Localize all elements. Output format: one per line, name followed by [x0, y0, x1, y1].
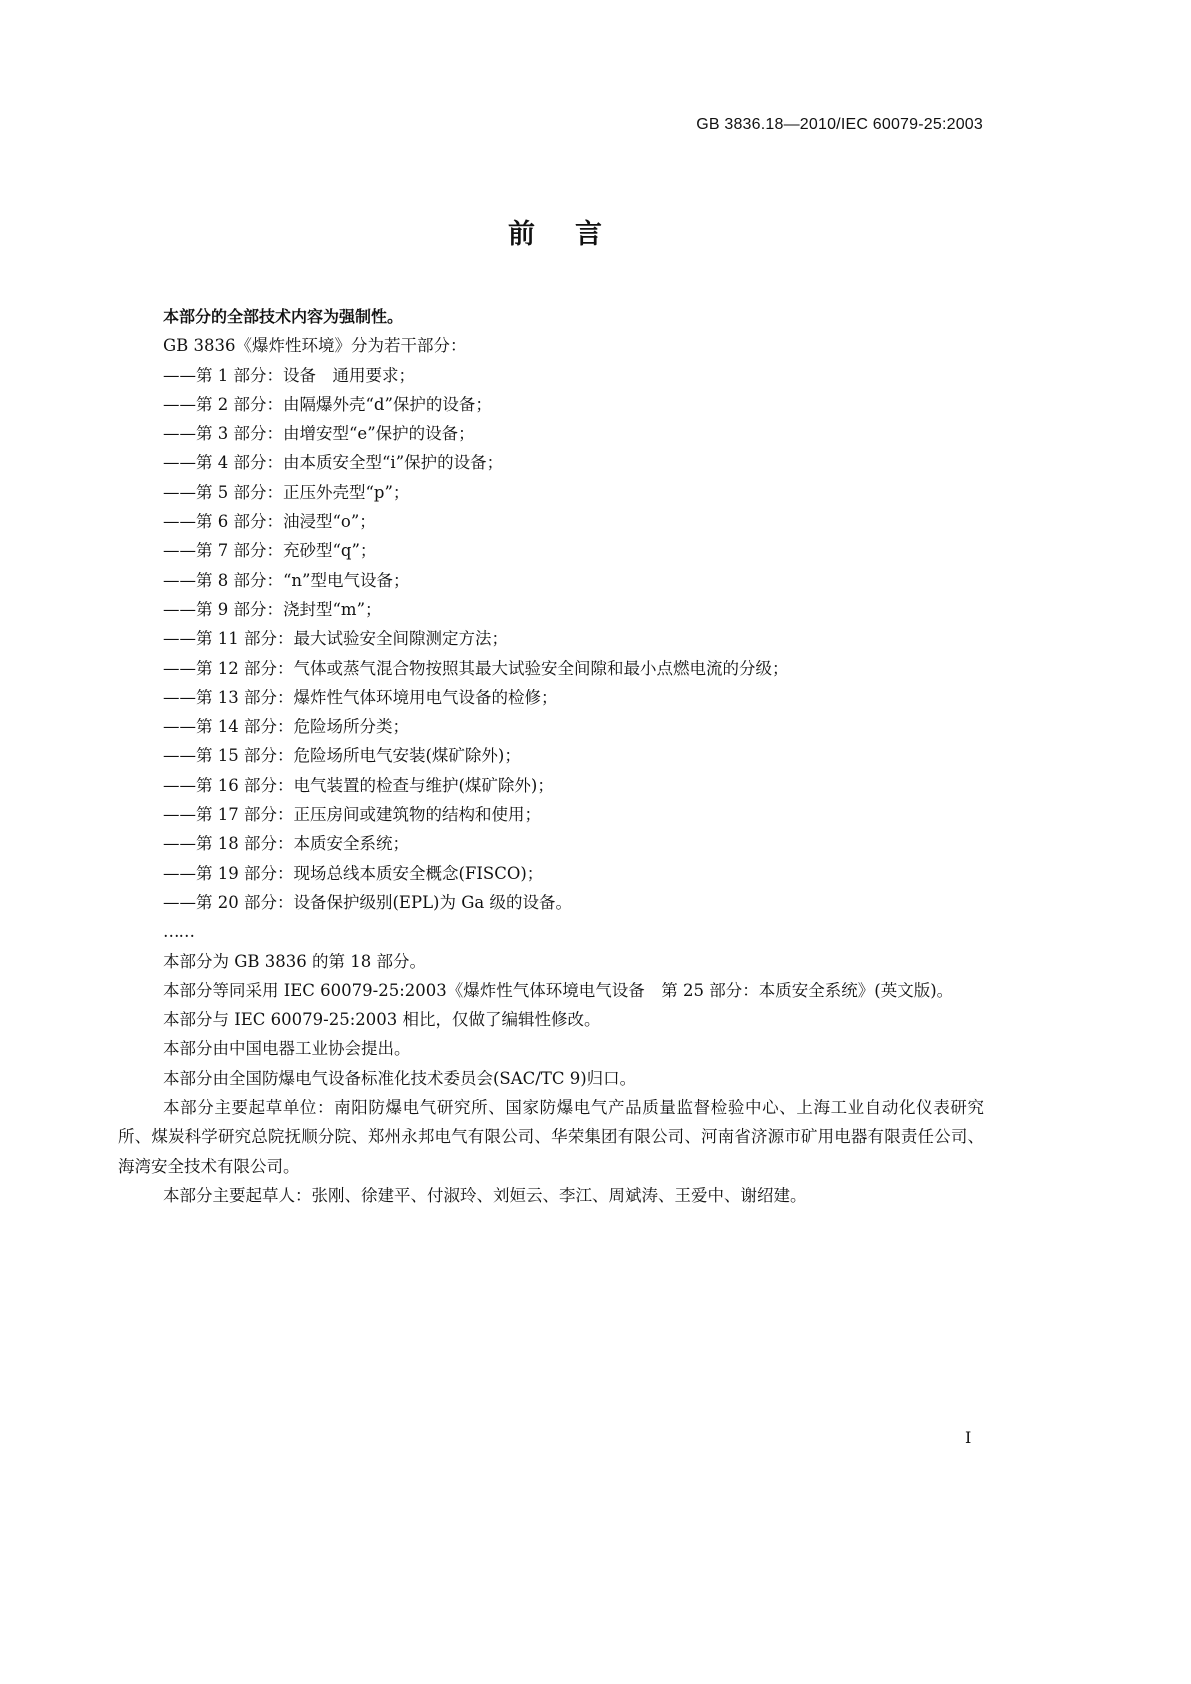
standard-code-header: GB 3836.18—2010/IEC 60079-25:2003 [696, 116, 983, 133]
list-item: ——第 19 部分：现场总线本质安全概念(FISCO)； [163, 863, 544, 883]
parts-list [118, 361, 984, 918]
list-item: ——第 15 部分：危险场所电气安装(煤矿除外)； [163, 746, 521, 766]
list-item: ——第 12 部分：气体或蒸气混合物按照其最大试验安全间隙和最小点燃电流的分级； [163, 658, 789, 678]
page-number: I [965, 1428, 972, 1447]
list-item: ——第 11 部分：最大试验安全间隙测定方法； [163, 629, 508, 649]
list-item: ——第 4 部分：由本质安全型“i”保护的设备； [163, 453, 504, 473]
list-item: ——第 20 部分：设备保护级别(EPL)为 Ga 级的设备。 [163, 892, 572, 912]
list-item: ——第 13 部分：爆炸性气体环境用电气设备的检修； [163, 687, 558, 707]
centralized-by-paragraph: 本部分由全国防爆电气设备标准化技术委员会(SAC/TC 9)归口。 [163, 1068, 637, 1088]
list-item: ——第 16 部分：电气装置的检查与维护(煤矿除外)； [163, 775, 554, 795]
part-of-paragraph: 本部分为 GB 3836 的第 18 部分。 [163, 951, 427, 971]
list-item: ——第 5 部分：正压外壳型“p”； [163, 482, 410, 502]
list-item: ——第 7 部分：充砂型“q”； [163, 541, 377, 561]
list-item: ——第 9 部分：浇封型“m”； [163, 599, 382, 619]
intro-paragraph: GB 3836《爆炸性环境》分为若干部分： [163, 336, 467, 356]
comparison-paragraph: 本部分与 IEC 60079-25:2003 相比，仅做了编辑性修改。 [163, 1010, 601, 1030]
ellipsis: …… [163, 922, 194, 942]
foreword-body [118, 302, 984, 1210]
list-item: ——第 3 部分：由增安型“e”保护的设备； [163, 424, 475, 444]
list-item: ——第 17 部分：正压房间或建筑物的结构和使用； [163, 805, 541, 825]
list-item: ——第 6 部分：油浸型“o”； [163, 512, 376, 532]
list-item: ——第 14 部分：危险场所分类； [163, 717, 409, 737]
adoption-paragraph: 本部分等同采用 IEC 60079-25:2003《爆炸性气体环境电气设备 第 25 部分：本质安全系统》(英文版)。 [163, 980, 954, 1000]
mandatory-statement: 本部分的全部技术内容为强制性。 [163, 307, 404, 326]
list-item: ——第 18 部分：本质安全系统； [163, 834, 409, 854]
drafters-paragraph: 本部分主要起草人：张刚、徐建平、付淑玲、刘姮云、李江、周斌涛、王爱中、谢绍建。 [163, 1185, 807, 1205]
list-item: ——第 8 部分：“n”型电气设备； [163, 570, 410, 590]
proposed-by-paragraph: 本部分由中国电器工业协会提出。 [163, 1039, 411, 1059]
drafting-units-paragraph: 本部分主要起草单位：南阳防爆电气研究所、国家防爆电气产品质量监督检验中心、上海工业自动化仪表研究所、煤炭科学研究总院抚顺分院、郑州永邦电气有限公司、华荣集团有限公司、河南省济源市矿用电器有限责任公司、海湾安全技术有限公司。 [118, 1098, 984, 1176]
list-item: ——第 2 部分：由隔爆外壳“d”保护的设备； [163, 394, 492, 414]
list-item: ——第 1 部分：设备 通用要求； [163, 365, 415, 385]
page-title: 前言 [508, 219, 642, 250]
